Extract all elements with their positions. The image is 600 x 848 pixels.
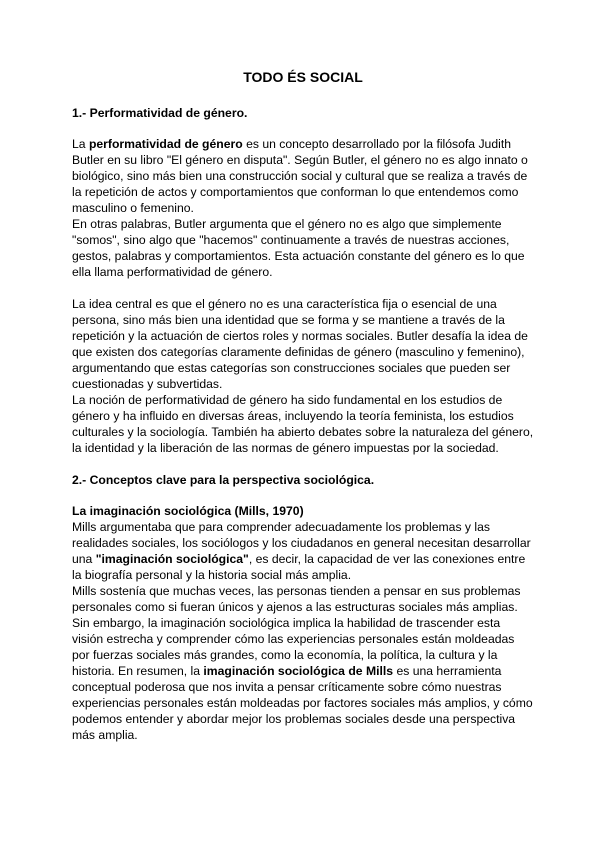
bold-term: "imaginación sociológica" — [95, 552, 249, 566]
section-2-paragraph-3 — [72, 615, 534, 743]
document-title: TODO ÉS SOCIAL — [243, 69, 363, 85]
bold-term: imaginación sociológica de Mills — [203, 664, 394, 678]
document-page — [72, 68, 534, 743]
text-run: Mills argumentaba que para comprender adecuadamente los problemas y las realidades sociales, los sociólogos y los ciudadanos en general necesitan desarrollar una — [72, 520, 531, 566]
paragraph-gap — [72, 456, 534, 472]
section-1-paragraph-1 — [72, 136, 534, 216]
section-1-paragraph-2: En otras palabras, Butler argumenta que el género no es algo que simplemente "somos", sino algo que "hacemos" continuamente a través de nuestras acciones, gestos, palabras y comportamientos. Esta actuación constante del género es lo que ella llama performatividad de género. — [72, 217, 525, 279]
section-1-heading: 1.- Performatividad de género. — [72, 106, 248, 120]
text-run: es una herramienta conceptual poderosa que nos invita a pensar críticamente sobre cómo nuestras experiencias personales están moldeadas por factores sociales más amplios, y cómo podemos entender y abordar mejor los problemas sociales desde una perspectiva más amplia. — [72, 664, 533, 742]
text-run: La — [72, 137, 89, 151]
section-2-heading: 2.- Conceptos clave para la perspectiva sociológica. — [72, 473, 375, 487]
section-1-paragraph-3: La idea central es que el género no es una característica fija o esencial de una persona, sino más bien una identidad que se forma y se mantiene a través de la repetición y la actuación de ciertos roles y normas sociales. Butler desafía la idea de que existen dos categorías claramente definidas de género (masculino y femenino), argumentando que estas categorías son construcciones sociales que pueden ser cuestionadas y subvertidas. — [72, 297, 528, 391]
paragraph-gap — [72, 280, 534, 296]
section-2-paragraph-1 — [72, 519, 534, 583]
text-run: Sin embargo, la imaginación sociológica implica la habilidad de trascender esta visión estrecha y comprender cómo las experiencias personales están moldeadas por fuerzas sociales más grandes, como la economía, la política, la cultura y la historia. En resumen, la — [72, 616, 515, 678]
text-run: , es decir, la capacidad de ver las conexiones entre la biografía personal y la historia social más amplia. — [72, 552, 526, 582]
bold-term: performatividad de género — [88, 137, 243, 151]
text-run: es un concepto desarrollado por la filósofa Judith Butler en su libro "El género en disputa". Según Butler, el género no es algo innato o biológico, sino más bien una construcción social y cultural que se realiza a través de la repetición de actos y comportamientos que conforman lo que entendemos como masculino o femenino. — [72, 137, 528, 215]
section-2-subheading: La imaginación sociológica (Mills, 1970) — [72, 504, 304, 518]
section-1-paragraph-4: La noción de performatividad de género ha sido fundamental en los estudios de género y ha influido en diversas áreas, incluyendo la teoría feminista, los estudios culturales y la sociología. También ha abierto debates sobre la naturaleza del género, la identidad y la liberación de las normas de género impuestas por la sociedad. — [72, 393, 534, 455]
section-2-paragraph-2: Mills sostenía que muchas veces, las personas tienden a pensar en sus problemas personales como si fueran únicos y ajenos a las estructuras sociales más amplias. — [72, 584, 521, 614]
